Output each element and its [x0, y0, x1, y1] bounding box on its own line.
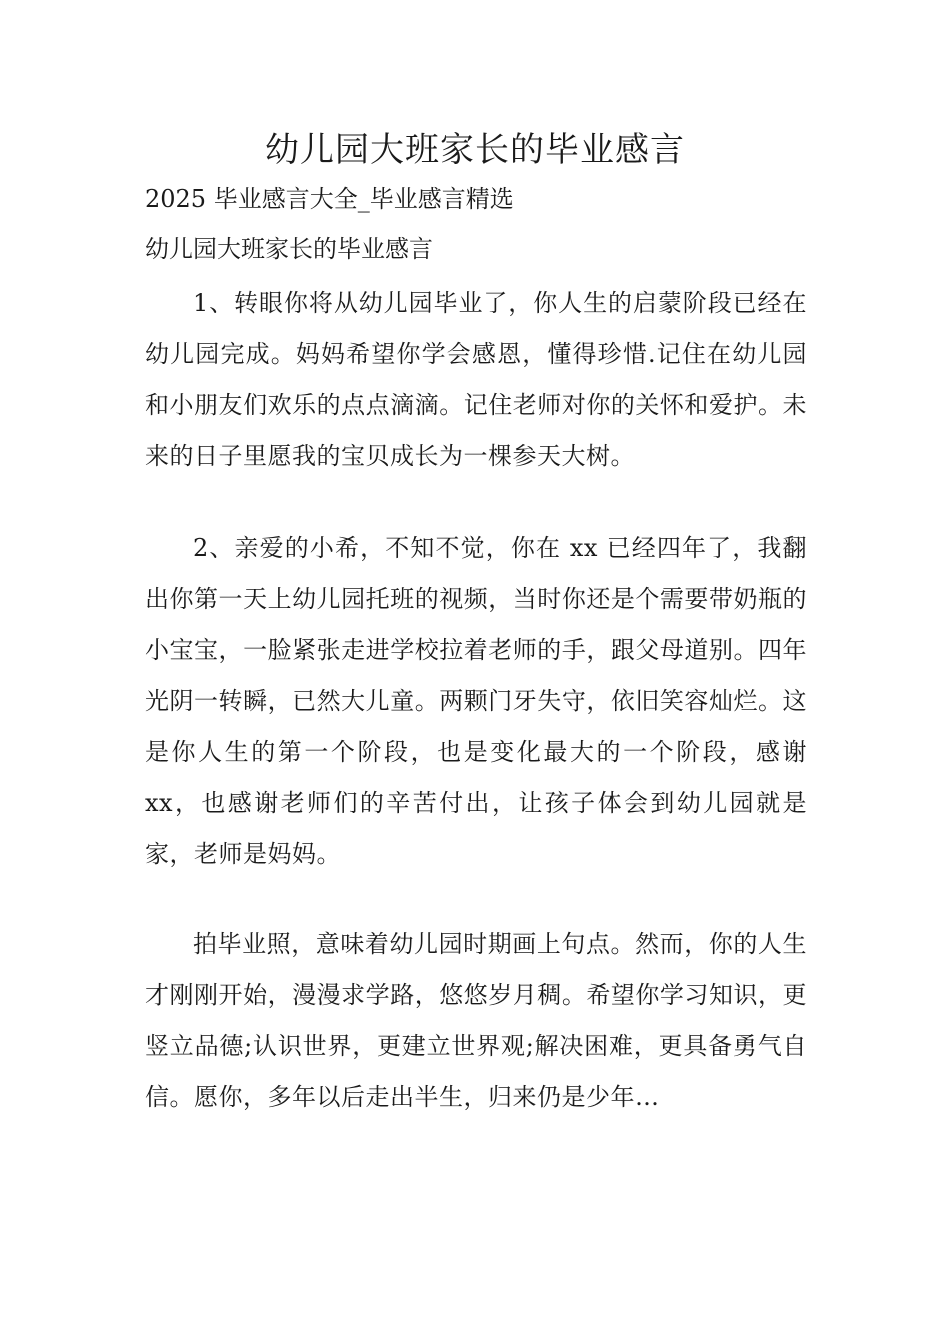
document-subtitle: 2025 毕业感言大全_毕业感言精选 [145, 185, 514, 213]
paragraph-1: 1、转眼你将从幼儿园毕业了，你人生的启蒙阶段已经在幼儿园完成。妈妈希望你学会感恩，懂得珍惜.记住在幼儿园和小朋友们欢乐的点点滴滴。记住老师对你的关怀和爱护。未来的日子里愿我的宝贝成长为一棵参天大树。 [145, 289, 807, 470]
document-heading: 幼儿园大班家长的毕业感言 [145, 235, 433, 263]
paragraph-3: 拍毕业照，意味着幼儿园时期画上句点。然而，你的人生才刚刚开始，漫漫求学路，悠悠岁月稠。希望你学习知识，更竖立品德;认识世界，更建立世界观;解决困难，更具备勇气自信。愿你，多年以后走出半生，归来仍是少年… [145, 930, 807, 1111]
paragraph-2: 2、亲爱的小希，不知不觉，你在 xx 已经四年了，我翻出你第一天上幼儿园托班的视频，当时你还是个需要带奶瓶的小宝宝，一脸紧张走进学校拉着老师的手，跟父母道别。四年光阴一转瞬，已然大儿童。两颗门牙失守，依旧笑容灿烂。这是你人生的第一个阶段，也是变化最大的一个阶段，感谢 xx，也感谢老师们的辛苦付出，让孩子体会到幼儿园就是家，老师是妈妈。 [145, 534, 807, 868]
document-title: 幼儿园大班家长的毕业感言 [265, 130, 685, 170]
